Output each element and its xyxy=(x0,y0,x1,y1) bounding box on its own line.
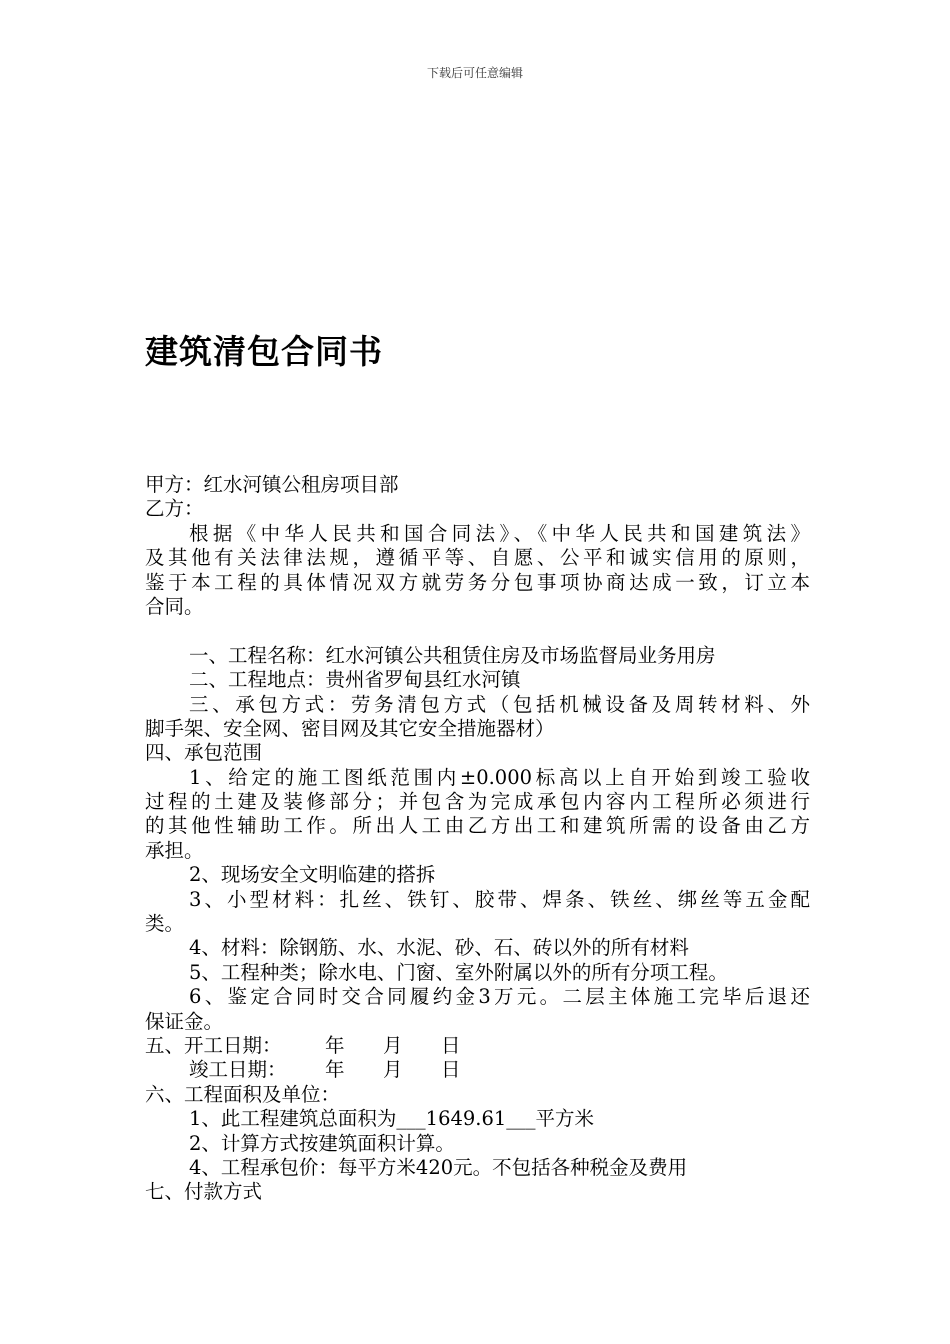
party-a: 甲方：红水河镇公租房项目部 xyxy=(145,473,399,496)
scope-item: 4、材料：除钢筋、水、水泥、砂、石、砖以外的所有材料 xyxy=(189,936,689,960)
scope-item: 的其他性辅助工作。所出人工由乙方出工和建筑所需的设备由乙方 xyxy=(145,814,810,838)
scope-item: 3、小型材料：扎丝、铁钉、胶带、焊条、铁丝、绑丝等五金配 xyxy=(189,887,810,911)
scope-item: 6、鉴定合同时交合同履约金3万元。二层主体施工完毕后退还 xyxy=(189,985,810,1009)
scope-item: 保证金。 xyxy=(145,1009,224,1033)
clause-project-location: 二、工程地点：贵州省罗甸县红水河镇 xyxy=(189,668,521,692)
area-item: 4、工程承包价：每平方米420元。不包括各种税金及费用 xyxy=(189,1155,688,1179)
spacer xyxy=(145,619,810,643)
clause-contract-method: 三、承包方式：劳务清包方式（包括机械设备及周转材料、外 xyxy=(189,692,810,716)
scope-item: 5、工程种类；除水电、门窗、室外附属以外的所有分项工程。 xyxy=(189,960,728,984)
end-date-label: 竣工日期： xyxy=(189,1058,287,1082)
contract-body xyxy=(145,473,810,1205)
scope-item: 承担。 xyxy=(145,838,204,862)
area-item: 2、计算方式按建筑面积计算。 xyxy=(189,1131,455,1155)
scope-item: 过程的土建及装修部分；并包含为完成承包内容内工程所必须进行 xyxy=(145,790,810,814)
start-date-row xyxy=(145,1034,810,1058)
scope-item: 2、现场安全文明临建的搭拆 xyxy=(189,863,436,887)
intro-line: 及其他有关法律法规，遵循平等、自愿、公平和诚实信用的原则， xyxy=(145,546,810,570)
scope-item: 类。 xyxy=(145,912,185,936)
clause-area-heading: 六、工程面积及单位： xyxy=(145,1082,341,1106)
day-label: 日 xyxy=(441,1058,461,1082)
day-label: 日 xyxy=(441,1033,461,1057)
party-b: 乙方： xyxy=(145,497,204,521)
clause-scope-heading: 四、承包范围 xyxy=(145,741,263,765)
intro-line: 鉴于本工程的具体情况双方就劳务分包事项协商达成一致，订立本 xyxy=(145,570,810,594)
document-title: 建筑清包合同书 xyxy=(145,332,383,371)
clause-project-name: 一、工程名称：红水河镇公共租赁住房及市场监督局业务用房 xyxy=(189,643,716,667)
end-date-row xyxy=(145,1058,810,1082)
year-label: 年 xyxy=(325,1058,345,1082)
header-note: 下载后可任意编辑 xyxy=(426,66,523,80)
clause-payment-heading: 七、付款方式 xyxy=(145,1180,263,1204)
month-label: 月 xyxy=(383,1058,403,1082)
start-date-label: 五、开工日期： xyxy=(145,1033,282,1057)
scope-item: 1、给定的施工图纸范围内±0.000标高以上自开始到竣工验收 xyxy=(189,765,810,789)
intro-line: 合同。 xyxy=(145,594,204,618)
intro-line: 根据《中华人民共和国合同法》、《中华人民共和国建筑法》 xyxy=(189,521,810,545)
clause-contract-method: 脚手架、安全网、密目网及其它安全措施器材） xyxy=(145,716,555,740)
area-item: 1、此工程建筑总面积为___1649.61___平方米 xyxy=(189,1107,595,1131)
month-label: 月 xyxy=(383,1033,403,1057)
year-label: 年 xyxy=(325,1033,345,1057)
